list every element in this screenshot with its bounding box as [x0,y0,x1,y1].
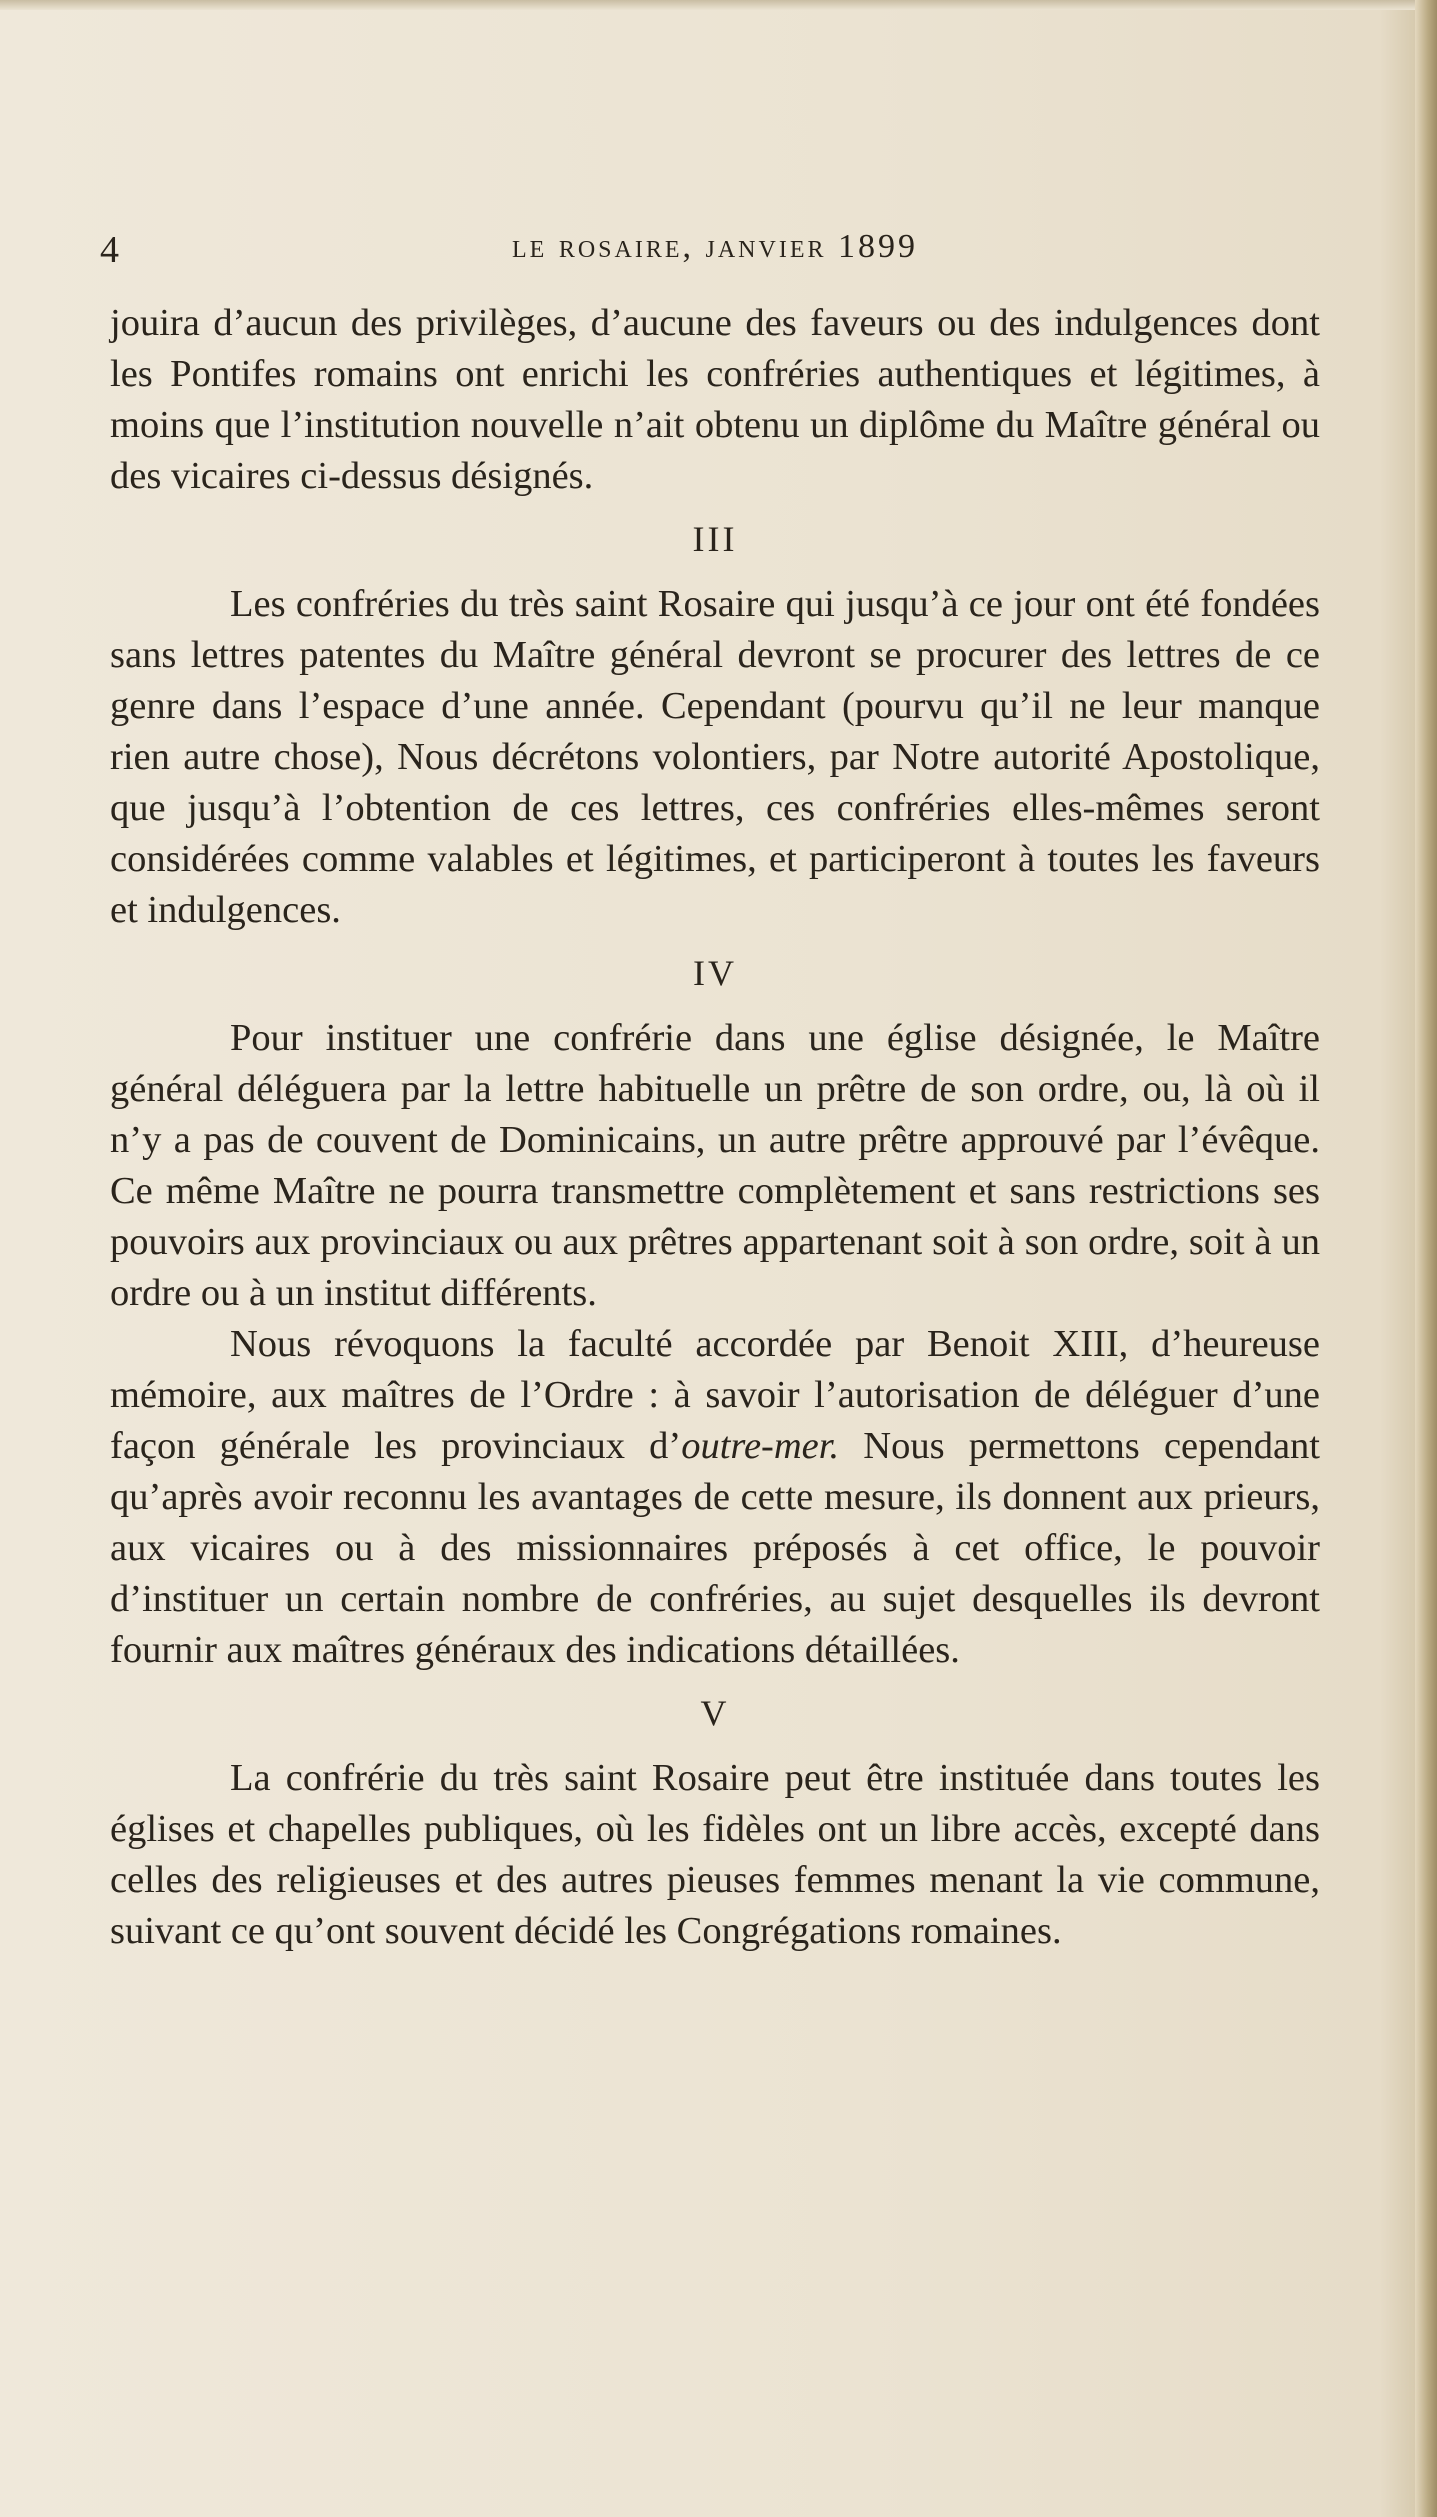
section-heading-iii: III [692,519,738,559]
paragraph-continuation: jouira d’aucun des privilèges, d’aucune des faveurs ou des indulgences dont les Pontifes romains ont enrichi les confréries authentiques et légitimes, à moins que l’institution nouvelle n’ait obtenu un diplôme du Maître général ou des vicaires ci-dessus désignés. [110,302,1320,497]
running-head: le rosaire, janvier 1899 [512,228,918,265]
page-body [110,298,1320,1957]
paragraph-text-part: Nous permettons cependant qu’après avoir reconnu les avantages de cette mesure, ils donnent aux prieurs, aux vicaires ou à des missionnaires préposés à cet office, le pouvoir d’instituer un certain nombre de confréries, au sujet desquelles ils devront fournir aux maîtres généraux des indications détaillées. [110,1425,1320,1671]
paragraph-section-iv-2 [110,1319,1320,1676]
paragraph-section-iv-1: Pour instituer une confrérie dans une église désignée, le Maître général déléguera par la lettre habituelle un prêtre de son ordre, ou, là où il n’y a pas de couvent de Dominicains, un autre prêtre approuvé par l’évêque. Ce même Maître ne pourra transmettre complètement et sans restrictions ses pouvoirs aux provinciaux ou aux prêtres appartenant soit à son ordre, soit à un ordre ou à un institut différents. [110,1017,1320,1314]
page-top-edge [0,0,1437,10]
paragraph-text-part: Nous révoquons la faculté accordée par Benoit XIII, d’heureuse mémoire, aux maîtres de l’Ordre : à savoir l’autorisation de déléguer d’une façon générale les provinciaux d’ [110,1323,1320,1467]
paragraph-section-v: La confrérie du très saint Rosaire peut être instituée dans toutes les églises et chapelles publiques, où les fidèles ont un libre accès, excepté dans celles des religieuses et des autres pieuses femmes menant la vie commune, suivant ce qu’ont souvent décidé les Congrégations romaines. [110,1757,1320,1952]
page-header [100,228,1330,278]
page-binding-edge [1415,0,1437,2517]
italic-phrase: outre-mer. [681,1425,840,1467]
section-heading-iv: IV [693,953,737,993]
section-heading-v: V [700,1693,730,1733]
page-number: 4 [100,229,119,271]
paragraph-section-iii: Les confréries du très saint Rosaire qui jusqu’à ce jour ont été fondées sans lettres patentes du Maître général devront se procurer des lettres de ce genre dans l’espace d’une année. Cependant (pourvu qu’il ne leur manque rien autre chose), Nous décrétons volontiers, par Notre autorité Apostolique, que jusqu’à l’obtention de ces lettres, ces confréries elles-mêmes seront considérées comme valables et légitimes, et participeront à toutes les faveurs et indulgences. [110,583,1320,931]
